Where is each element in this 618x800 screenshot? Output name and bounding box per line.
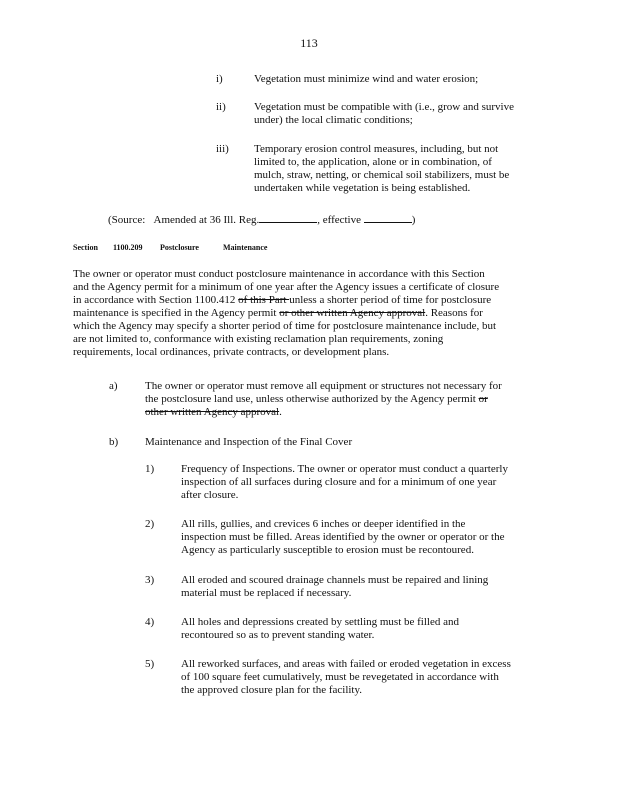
list-marker: 3): [145, 574, 155, 586]
strikethrough-text: or other written Agency approval: [279, 307, 426, 319]
section-number: 1100.209: [113, 243, 143, 252]
sub-item-text: [181, 658, 537, 697]
text-line: Vegetation must be compatible with (i.e., grow and survive: [254, 101, 514, 113]
sub-item-text: [181, 463, 537, 502]
strikethrough-text: of this Part: [238, 294, 290, 306]
list-marker: b): [109, 436, 119, 448]
text-line: under) the local climatic conditions;: [254, 114, 413, 126]
text-line: Frequency of Inspections. The owner or operator must conduct a quarterly: [181, 463, 508, 475]
source-suffix: ): [411, 214, 416, 226]
list-item-text: [254, 101, 534, 127]
text-segment: the postclosure land use, unless otherwise authorized by the Agency permit: [145, 393, 479, 405]
text-line: which the Agency may specify a shorter period of time for postclosure maintenance include, but: [73, 320, 497, 332]
list-marker: a): [109, 380, 118, 392]
text-line: limited to, the application, alone or in combination, of: [254, 156, 492, 168]
sub-item-text: [181, 574, 521, 600]
source-amended: Amended at 36 Ill. Reg.: [153, 214, 260, 226]
intro-paragraph: [73, 268, 536, 359]
text-line: Vegetation must minimize wind and water erosion;: [254, 73, 479, 85]
text-line: inspection must be filled. Areas identified by the owner or operator or the: [181, 531, 505, 543]
section-word-1: Postclosure: [160, 243, 199, 252]
text-line: inspection of all surfaces during closure and for a minimum of one year: [181, 476, 497, 488]
source-note: [108, 212, 415, 227]
page-number: 113: [300, 36, 318, 50]
text-line: Agency as particularly susceptible to erosion must be recontoured.: [181, 544, 474, 556]
text-line: of 100 square feet cumulatively, must be revegetated in accordance with: [181, 671, 499, 683]
text-line: All rills, gullies, and crevices 6 inches or deeper identified in the: [181, 518, 466, 530]
text-line: [73, 307, 536, 320]
section-heading: [73, 241, 267, 254]
text-line: All eroded and scoured drainage channels must be repaired and lining: [181, 574, 489, 586]
text-line: [145, 406, 537, 419]
list-marker: ii): [216, 101, 226, 113]
list-item-text: [254, 73, 532, 86]
text-line: after closure.: [181, 489, 239, 501]
text-line: [145, 393, 537, 406]
item-a-text: [145, 380, 537, 419]
item-b-heading: Maintenance and Inspection of the Final Cover: [145, 436, 353, 448]
text-line: material must be replaced if necessary.: [181, 587, 352, 599]
list-marker: i): [216, 73, 223, 85]
text-line: Temporary erosion control measures, including, but not: [254, 143, 499, 155]
list-marker: 1): [145, 463, 155, 475]
text-line: mulch, straw, netting, or chemical soil stabilizers, must be: [254, 169, 510, 181]
text-line: [73, 294, 536, 307]
text-segment: maintenance is specified in the Agency permit: [73, 307, 280, 319]
section-word-2: Maintenance: [223, 243, 268, 252]
strikethrough-text: other written Agency approval: [145, 406, 280, 418]
text-line: the approved closure plan for the facility.: [181, 684, 363, 696]
list-marker: 2): [145, 518, 155, 530]
text-segment: in accordance with Section 1100.412: [73, 294, 239, 306]
blank-line: [364, 212, 412, 223]
sub-item-text: [181, 616, 491, 642]
text-line: are not limited to, conformance with existing reclamation plan requirements, zoning: [73, 333, 444, 345]
text-segment: . Reasons for: [425, 307, 483, 319]
text-line: undertaken while vegetation is being established.: [254, 182, 471, 194]
list-item-text: [254, 143, 534, 195]
text-segment: .: [279, 406, 282, 418]
text-segment: unless a shorter period of time for postclosure: [289, 294, 492, 306]
blank-line: [259, 212, 317, 223]
text-line: All reworked surfaces, and areas with failed or eroded vegetation in excess: [181, 658, 511, 670]
text-line: and the Agency permit for a minimum of one year after the Agency issues a certificate of closure: [73, 281, 500, 293]
section-label: Section: [73, 243, 98, 252]
text-line: All holes and depressions created by settling must be filled and: [181, 616, 459, 628]
text-line: recontoured so as to prevent standing water.: [181, 629, 375, 641]
sub-item-text: [181, 518, 537, 557]
text-line: requirements, local ordinances, private contracts, or development plans.: [73, 346, 390, 358]
text-line: The owner or operator must conduct postclosure maintenance in accordance with this Section: [73, 268, 485, 280]
text-line: The owner or operator must remove all equipment or structures not necessary for: [145, 380, 502, 392]
list-marker: iii): [216, 143, 229, 155]
strikethrough-text: or: [478, 393, 488, 405]
list-marker: 5): [145, 658, 155, 670]
source-effective: , effective: [317, 214, 361, 226]
source-prefix: (Source:: [108, 214, 146, 226]
list-marker: 4): [145, 616, 155, 628]
